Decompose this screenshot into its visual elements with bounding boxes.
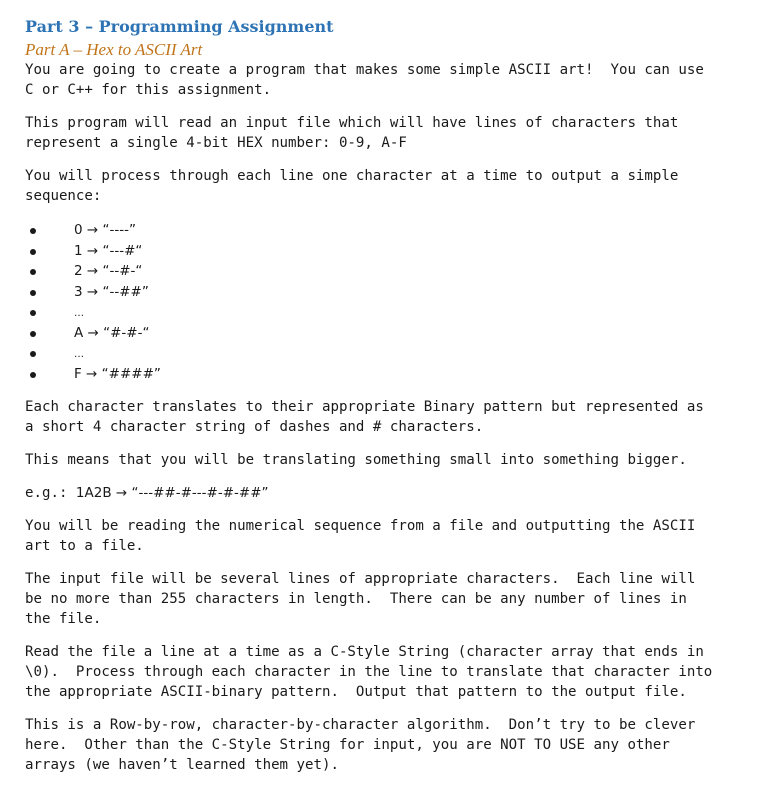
text-line: Each character translates to their appropriate Binary pattern but represented as bbox=[25, 399, 704, 415]
algorithm-paragraph bbox=[25, 715, 772, 775]
text-line: This means that you will be translating something small into something bigger. bbox=[25, 452, 687, 468]
text-line: You will be reading the numerical sequence from a file and outputting the ASCII bbox=[25, 518, 696, 534]
list-item: 2 → “--#-“ bbox=[25, 261, 772, 282]
bullet-icon bbox=[30, 310, 36, 316]
text-line: sequence: bbox=[25, 188, 102, 204]
bullet-icon bbox=[30, 331, 36, 337]
list-item: A → “#-#-“ bbox=[25, 323, 772, 344]
list-item: … bbox=[25, 302, 772, 323]
example-prefix: e.g.: bbox=[25, 485, 76, 501]
bullet-icon bbox=[30, 372, 36, 378]
process-paragraph bbox=[25, 166, 772, 206]
text-line: be no more than 255 characters in length. There can be any number of lines in bbox=[25, 591, 687, 607]
text-line: The input file will be several lines of appropriate characters. Each line will bbox=[25, 571, 696, 587]
text-line: a short 4 character string of dashes and # characters. bbox=[25, 419, 484, 435]
sub-heading: Part A – Hex to ASCII Art bbox=[25, 40, 203, 59]
text-line: here. Other than the C-Style String for input, you are NOT TO USE any other bbox=[25, 737, 670, 753]
bullet-icon bbox=[30, 269, 36, 275]
example-value: 1A2B → “---##-#---#-#-##” bbox=[75, 485, 269, 501]
text-line: the file. bbox=[25, 611, 102, 627]
binary-pattern-paragraph bbox=[25, 397, 772, 437]
text-line: represent a single 4-bit HEX number: 0-9, A-F bbox=[25, 135, 407, 151]
text-line: arrays (we haven’t learned them yet). bbox=[25, 757, 339, 773]
text-line: \0). Process through each character in the line to translate that character into bbox=[25, 664, 713, 680]
text-line: C or C++ for this assignment. bbox=[25, 82, 272, 98]
read-file-paragraph bbox=[25, 642, 772, 702]
bullet-icon bbox=[30, 249, 36, 255]
text-line: art to a file. bbox=[25, 538, 144, 554]
example-line bbox=[25, 483, 772, 503]
file-io-paragraph bbox=[25, 516, 772, 556]
intro-paragraph bbox=[25, 60, 772, 100]
bullet-icon bbox=[30, 290, 36, 296]
text-line: This is a Row-by-row, character-by-character algorithm. Don’t try to be clever bbox=[25, 717, 696, 733]
text-line: This program will read an input file which will have lines of characters that bbox=[25, 115, 679, 131]
part-heading: Part 3 – Programming Assignment bbox=[25, 17, 334, 36]
input-file-paragraph bbox=[25, 569, 772, 629]
list-item: … bbox=[25, 343, 772, 364]
mapping-list bbox=[25, 220, 772, 384]
bullet-icon bbox=[30, 351, 36, 357]
bullet-icon bbox=[30, 228, 36, 234]
translation-paragraph bbox=[25, 450, 772, 470]
input-description-paragraph bbox=[25, 113, 772, 153]
list-item: 1 → “---#“ bbox=[25, 241, 772, 262]
text-line: the appropriate ASCII-binary pattern. Output that pattern to the output file. bbox=[25, 684, 687, 700]
text-line: You will process through each line one character at a time to output a simple bbox=[25, 168, 679, 184]
text-line: Read the file a line at a time as a C-Style String (character array that ends in bbox=[25, 644, 704, 660]
list-item: 3 → “--##” bbox=[25, 282, 772, 303]
list-item: 0 → “----” bbox=[25, 220, 772, 241]
text-line: You are going to create a program that makes some simple ASCII art! You can use bbox=[25, 62, 704, 78]
list-item: F → “####” bbox=[25, 364, 772, 385]
